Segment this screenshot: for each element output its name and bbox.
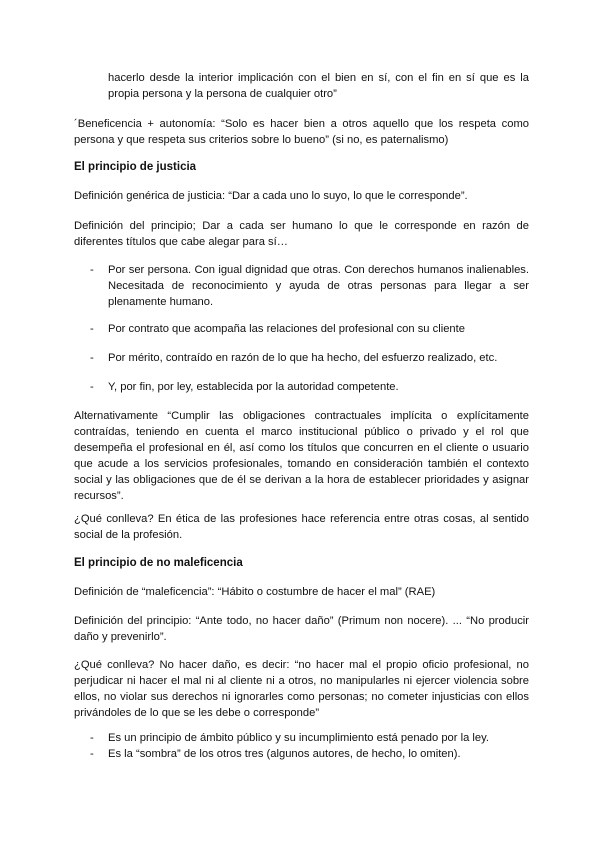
list-item: - Por contrato que acompaña las relaciones del profesional con su cliente [74, 321, 529, 337]
non-maleficence-principle-definition: Definición del principio: “Ante todo, no hacer daño” (Primum non nocere). ... “No producir daño y prevenirlo”. [74, 615, 529, 643]
continuation-paragraph: hacerlo desde la interior implicación con el bien en sí, con el fin en sí que es la propia persona y la persona de cualquier otro” [108, 72, 529, 100]
justice-titles-list [74, 350, 529, 366]
list-item: - Por mérito, contraído en razón de lo que ha hecho, del esfuerzo realizado, etc. [74, 350, 529, 366]
list-item: - Por ser persona. Con igual dignidad que otras. Con derechos humanos inalienables. Necesitada de reconocimiento y ayuda de otras personas para llegar a ser plenamente humano. [74, 262, 529, 310]
justice-heading: El principio de justicia [74, 161, 197, 173]
justice-titles-list [74, 262, 529, 310]
list-item: - Es un principio de ámbito público y su incumplimiento está penado por la ley. [74, 730, 529, 746]
justice-titles-list [74, 321, 529, 337]
justice-generic-definition: Definición genérica de justicia: “Dar a cada uno lo suyo, lo que le corresponde”. [74, 190, 468, 202]
justice-implication: ¿Qué conlleva? En ética de las profesiones hace referencia entre otras cosas, al sentido social de la profesión. [74, 513, 529, 541]
maleficence-definition: Definición de “maleficencia”: “Hábito o costumbre de hacer el mal” (RAE) [74, 586, 436, 598]
list-item: - Y, por fin, por ley, establecida por la autoridad competente. [74, 379, 529, 395]
justice-alternative-definition: Alternativamente “Cumplir las obligaciones contractuales implícita o explícitamente contraídas, teniendo en cuenta el marco institucional público o privado y el rol que desempeña el profesional en él, así como los títulos que concurren en el cliente o usuario que acude a los servicios profesionales, tomando en consideración también el contexto social y las obligaciones que de él se derivan a la hora de establecer prioridades y asignar recursos”. [74, 410, 529, 502]
justice-principle-definition: Definición del principio; Dar a cada ser humano lo que le corresponde en razón de diferentes títulos que cabe alegar para sí… [74, 220, 529, 248]
beneficence-autonomy-paragraph: ´Beneficencia + autonomía: “Solo es hacer bien a otros aquello que los respeta como persona y que respeta sus criterios sobre lo bueno” (si no, es paternalismo) [74, 118, 529, 146]
non-maleficence-heading: El principio de no maleficencia [74, 557, 243, 569]
justice-titles-list [74, 379, 529, 395]
non-maleficence-notes-list [74, 730, 529, 762]
non-maleficence-implication: ¿Qué conlleva? No hacer daño, es decir: “no hacer mal el propio oficio profesional, no perjudicar ni hacer el mal ni al cliente ni a otros, no manipularles ni ejercer violencia sobre ellos, no violar sus derechos ni ignorarles como personas; no cometer injusticias con ellos privándoles de lo que se les debe o corresponde” [74, 659, 529, 719]
list-item: - Es la “sombra” de los otros tres (algunos autores, de hecho, lo omiten). [74, 746, 529, 762]
